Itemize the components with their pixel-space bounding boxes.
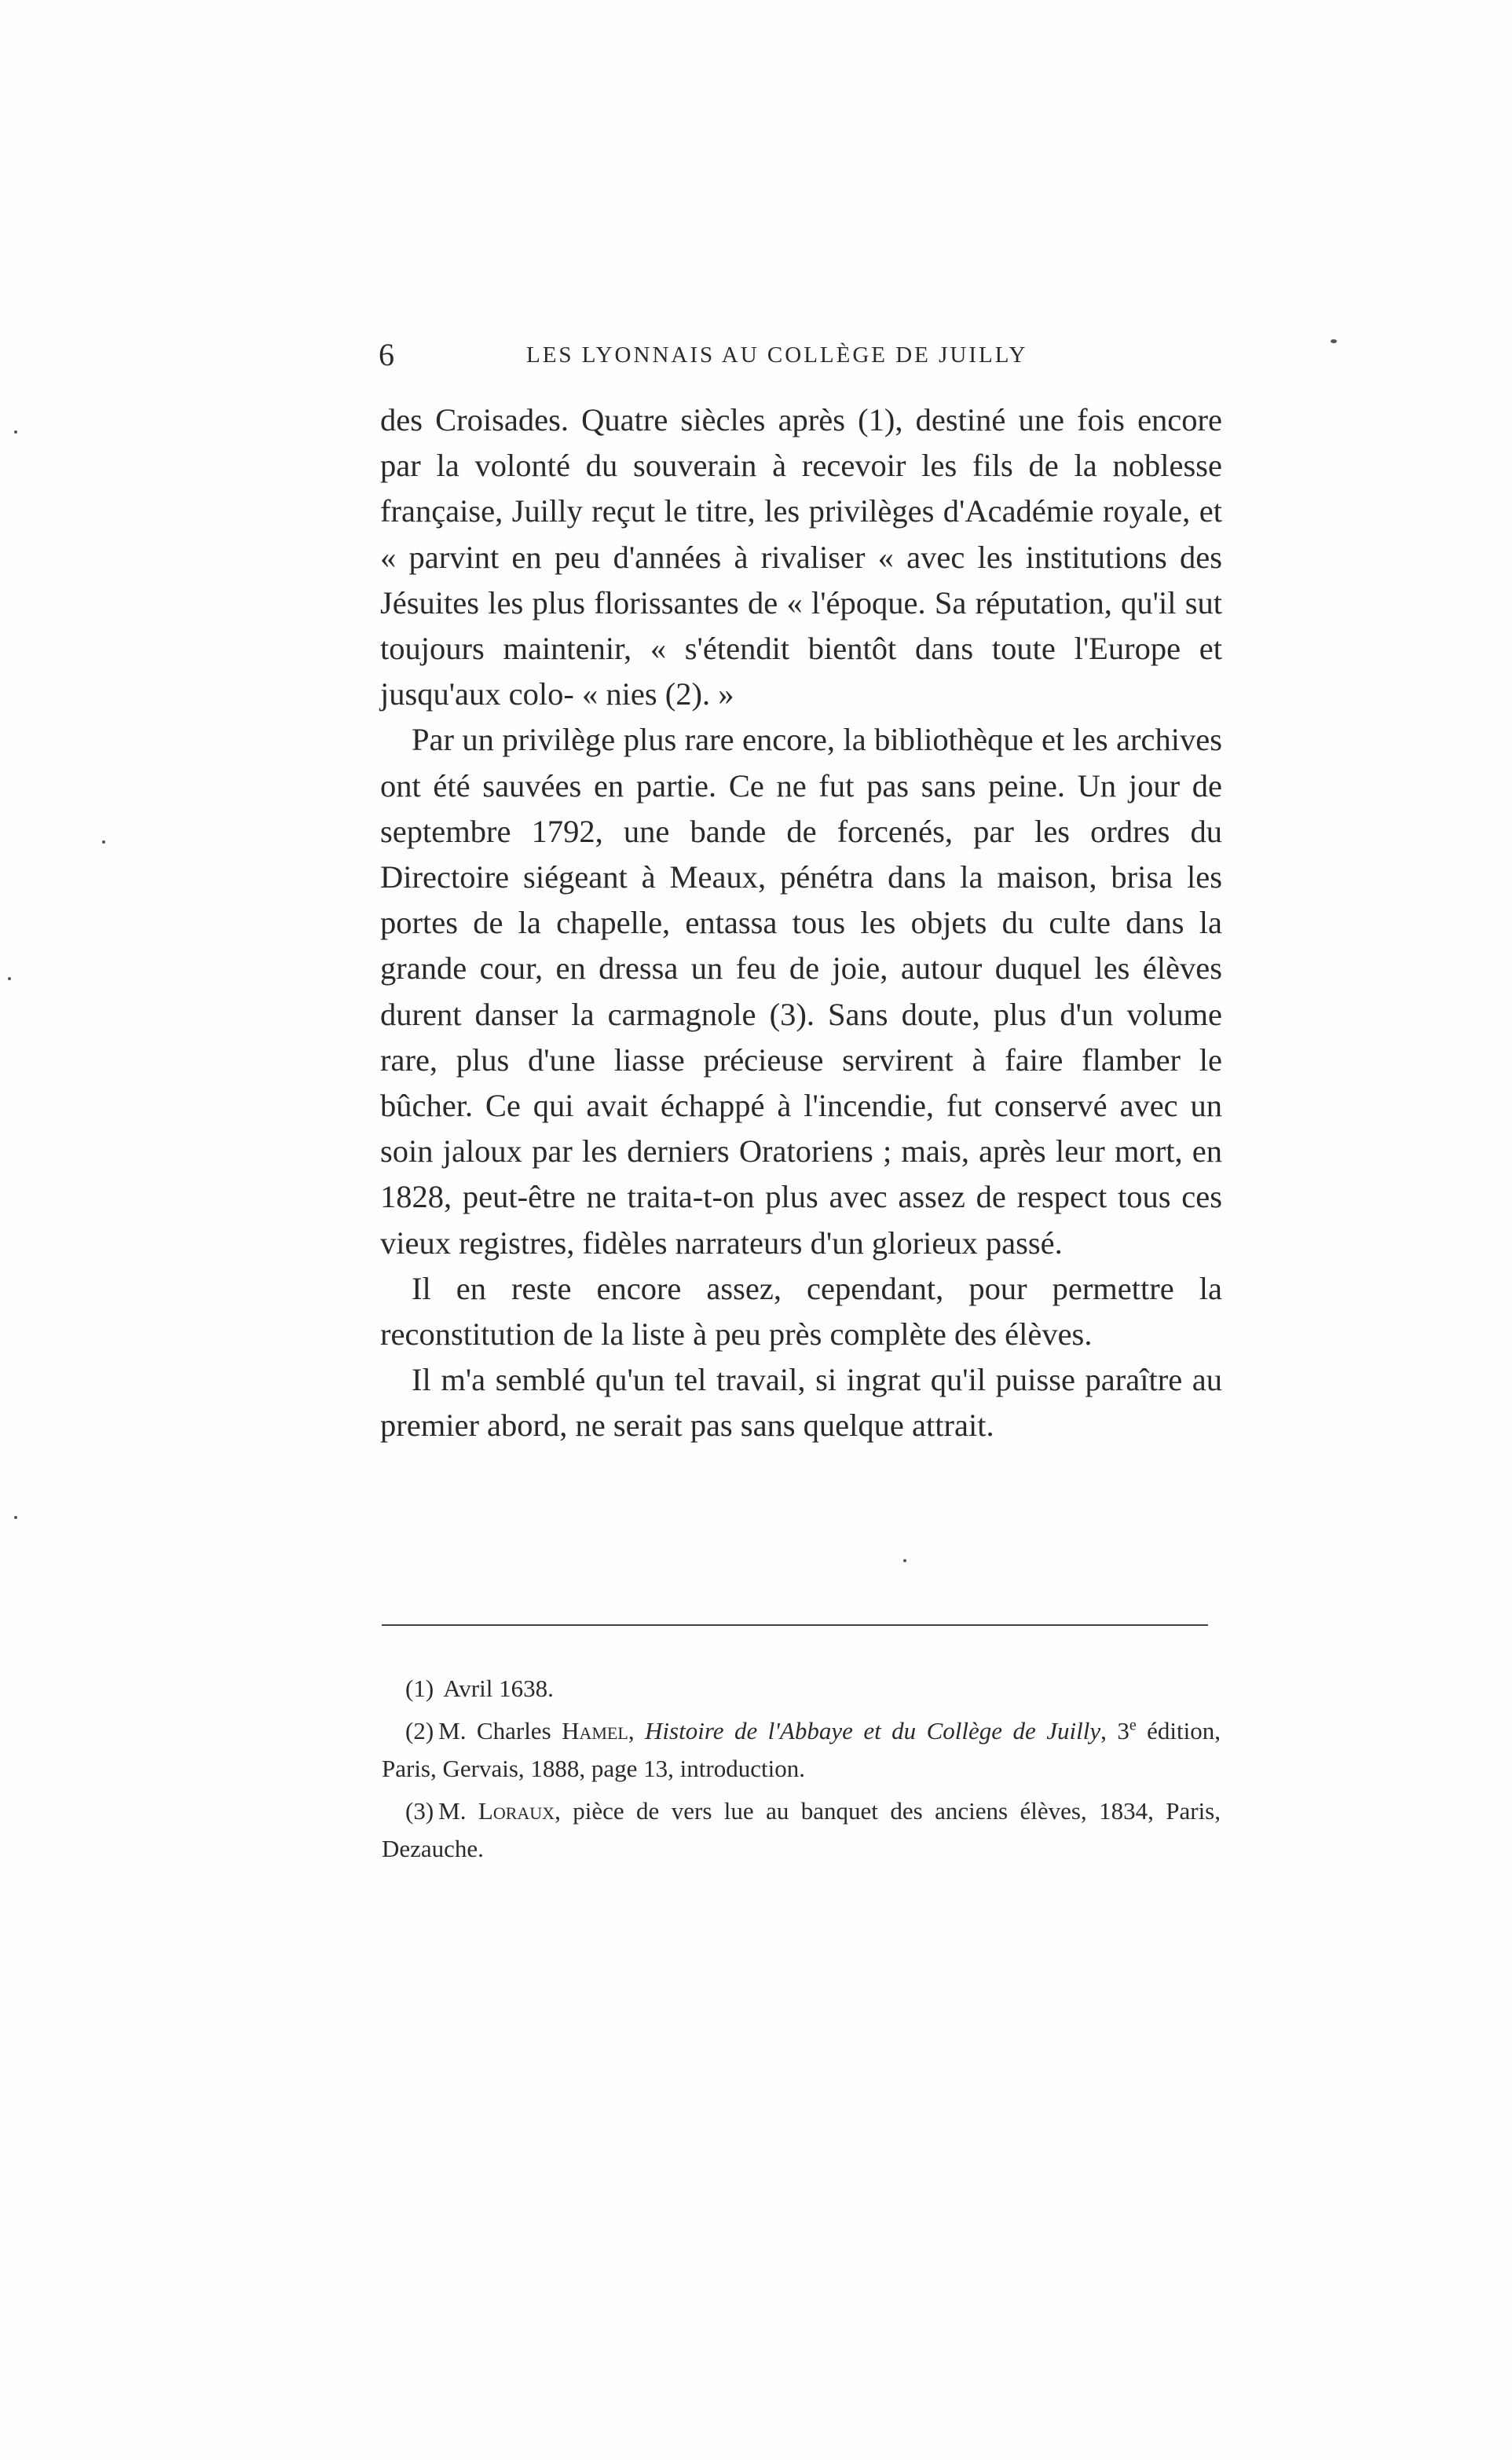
- edition-number: 3: [1117, 1717, 1129, 1744]
- edition-superscript: e: [1129, 1716, 1137, 1734]
- footnote-text: Avril 1638.: [443, 1675, 554, 1702]
- footnote-rule: [382, 1624, 1208, 1626]
- footnote-text: , pièce de vers lue au banquet des anciens élèves, 1834, Paris, Dezauche.: [382, 1797, 1221, 1862]
- footnote-1: [382, 1670, 1221, 1708]
- footnote-number: (3): [405, 1797, 434, 1825]
- running-head: [379, 336, 1227, 383]
- book-title: Histoire de l'Abbaye et du Collège de Juilly: [645, 1717, 1101, 1744]
- footnote-3: [382, 1792, 1221, 1868]
- footnote-text: M. Charles: [438, 1717, 562, 1744]
- paragraph-1: des Croisades. Quatre siècles après (1), destiné une fois encore par la volonté du souverain à recevoir les fils de la noblesse française, Juilly reçut le titre, les privilèges d'Académie royale, et « parvint en peu d'années à rivaliser « avec les institutions des Jésuites les plus florissantes de « l'époque. Sa réputation, qu'il sut toujours maintenir, « s'étendit bientôt dans toute l'Europe et jusqu'aux colo- « nies (2). »: [380, 402, 1222, 712]
- footnote-2: [382, 1712, 1221, 1788]
- body-text: [380, 397, 1222, 1449]
- author-name: Hamel: [562, 1717, 628, 1744]
- running-title: LES LYONNAIS AU COLLÈGE DE JUILLY: [526, 342, 1028, 368]
- paragraph-3: Il en reste encore assez, cependant, pour permettre la reconstitution de la liste à peu près complète des élèves.: [380, 1270, 1222, 1353]
- footnote-number: (2): [405, 1717, 434, 1744]
- paragraph-2: Par un privilège plus rare encore, la bibliothèque et les archives ont été sauvées en partie. Ce ne fut pas sans peine. Un jour de septembre 1792, une bande de forcenés, par les ordres du Directoire siégeant à Meaux, pénétra dans la maison, brisa les portes de la chapelle, entassa tous les objets du culte dans la grande cour, en dressa un feu de joie, autour duquel les élèves durent danser la carmagnole (3). Sans doute, plus d'un volume rare, plus d'une liasse précieuse servirent à faire flamber le bûcher. Ce qui avait échappé à l'incendie, fut conservé avec un soin jaloux par les derniers Oratoriens ; mais, après leur mort, en 1828, peut-être ne traita-t-on plus avec assez de respect tous ces vieux registres, fidèles narrateurs d'un glorieux passé.: [380, 722, 1222, 1261]
- footnotes: [382, 1670, 1221, 1872]
- ink-speck: [14, 1516, 17, 1519]
- ink-speck: [102, 840, 105, 844]
- footnote-text: ,: [628, 1717, 646, 1744]
- ink-speck: [8, 977, 11, 980]
- page-number: 6: [379, 337, 394, 372]
- ink-speck: [903, 1559, 906, 1562]
- footnote-number: (1): [405, 1675, 434, 1702]
- ink-speck: [1331, 339, 1337, 343]
- footnote-text: édition, Paris, Gervais, 1888, page 13, introduction.: [382, 1717, 1221, 1782]
- footnote-text: M.: [438, 1797, 478, 1825]
- author-name: Loraux: [478, 1797, 555, 1825]
- footnote-text: ,: [1100, 1717, 1107, 1744]
- ink-speck: [14, 430, 17, 434]
- paragraph-4: Il m'a semblé qu'un tel travail, si ingrat qu'il puisse paraître au premier abord, ne serait pas sans quelque attrait.: [380, 1362, 1222, 1444]
